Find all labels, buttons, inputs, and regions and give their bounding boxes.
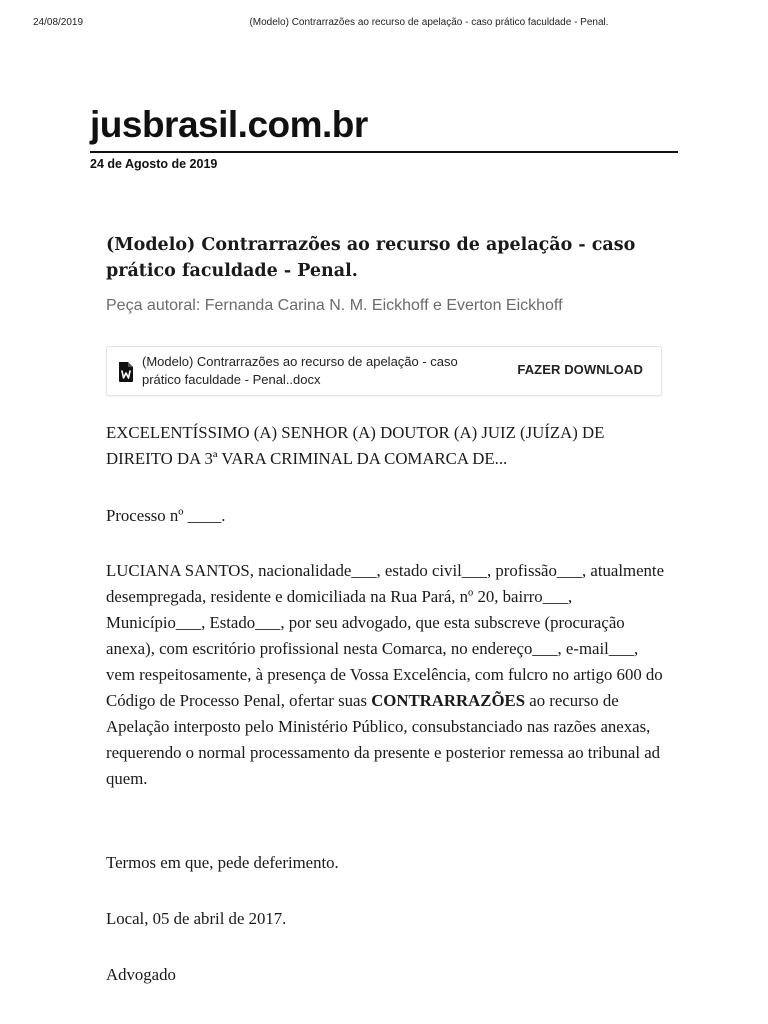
main-paragraph bbox=[106, 558, 666, 792]
print-title: (Modelo) Contrarrazões ao recurso de apelação - caso prático faculdade - Penal. bbox=[249, 17, 609, 28]
site-name: jusbrasil.com.br bbox=[90, 104, 368, 145]
place-and-date: Local, 05 de abril de 2017. bbox=[106, 909, 287, 928]
document-file-icon bbox=[117, 361, 135, 383]
process-number: Processo nº ____. bbox=[106, 506, 226, 525]
download-file-name[interactable]: (Modelo) Contrarrazões ao recurso de apelação - caso prático faculdade - Penal..docx bbox=[142, 354, 458, 387]
signature-lawyer: Advogado bbox=[106, 965, 176, 984]
document-title: (Modelo) Contrarrazões ao recurso de apelação - caso prático faculdade - Penal. bbox=[106, 235, 636, 281]
site-date: 24 de Agosto de 2019 bbox=[90, 157, 218, 171]
main-paragraph-part1: LUCIANA SANTOS, nacionalidade___, estado civil___, profissão___, atualmente desempregada, residente e domiciliada na Rua Pará, nº 20, bairro___, Município___, Estado___, por seu advogado, que esta subscreve (procuração anexa), com escritório profissional nesta Comarca, no endereço___, e-mail___, vem respeitosamente, à presença de Vossa Excelência, com fulcro no artigo 600 do Código de Processo Penal, ofertar suas bbox=[106, 561, 665, 710]
download-card bbox=[106, 346, 662, 396]
main-paragraph-part2: ao recurso de Apelação interposto pelo Ministério Público, consubstanciado nas razões anexas, requerendo o normal processamento da presente e posterior remessa ao tribunal ad quem. bbox=[106, 691, 661, 788]
site-divider bbox=[90, 151, 678, 153]
closing-request: Termos em que, pede deferimento. bbox=[106, 853, 339, 872]
download-button[interactable]: FAZER DOWNLOAD bbox=[517, 362, 643, 377]
main-paragraph-bold: CONTRARRAZÕES bbox=[371, 691, 526, 710]
document-author: Peça autoral: Fernanda Carina N. M. Eickhoff e Everton Eickhoff bbox=[106, 297, 563, 314]
salutation-paragraph: EXCELENTÍSSIMO (A) SENHOR (A) DOUTOR (A) JUIZ (JUÍZA) DE DIREITO DA 3ª VARA CRIMINAL DA COMARCA DE... bbox=[106, 423, 605, 468]
print-header bbox=[0, 17, 768, 31]
print-date: 24/08/2019 bbox=[33, 17, 84, 28]
